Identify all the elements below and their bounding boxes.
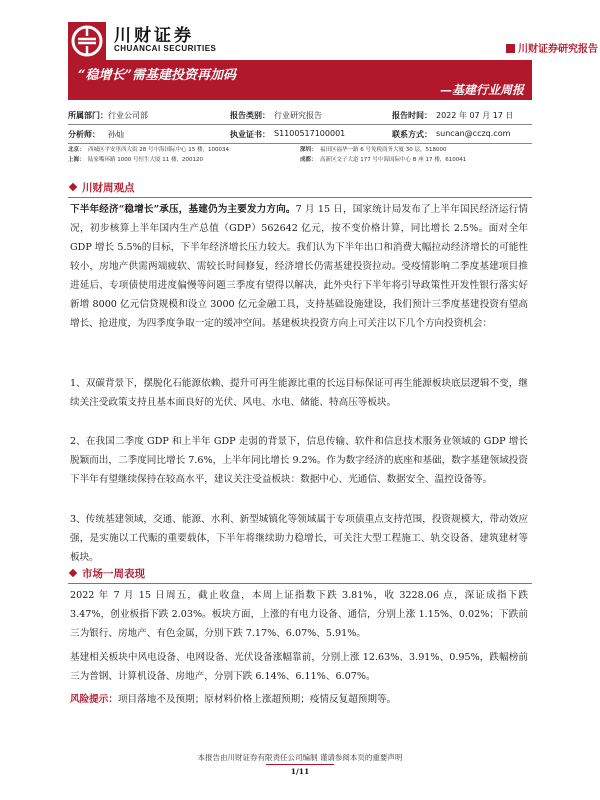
market-paragraph-1: 2022 年 7 月 15 日周五，截止收盘，本周上证指数下跌 3.81%，收 3228.06 点，深证成指下跌 3.47%，创业板指下跌 2.03%。板块方面，上涨的有电力设备、通信，分别上涨 1.15%、0.02%；下跌前三为银行、房地产、有色金属，分别下跌 7.17%、6.07%、5.91%。 bbox=[70, 590, 528, 639]
footer-divider bbox=[266, 764, 334, 765]
report-title: “稳增长”需基建投资再加码 bbox=[78, 68, 236, 83]
section-title-view bbox=[70, 180, 135, 195]
address-city: 上海： bbox=[68, 157, 85, 163]
market-paragraph-2: 基建相关板块中风电设备、电网设备、光伏设备涨幅靠前，分别上涨 12.63%、3.91%、0.95%，跌幅榜前三为普钢、计算机设备、房地产，分别下跌 6.14%、6.11%、6.07%。 bbox=[70, 652, 528, 682]
view-paragraph-1 bbox=[70, 200, 528, 333]
report-info-table bbox=[68, 106, 532, 144]
view-paragraph-4: 3、传统基建领域，交通、能源、水利、新型城镇化等领域属于专项债重点支持范围，投资规模大，带动效应强，是实施以工代赈的重要载体，下半年将继续助力稳增长，可关注大型工程施工、轨交设备、建筑建材等板块。 bbox=[70, 514, 528, 563]
office-addresses bbox=[68, 143, 532, 163]
date-value: 2022 年 07 月 17 日 bbox=[436, 111, 514, 120]
footer-disclaimer: 本报告由川财证券有限责任公司编制 谨请参阅本页的重要声明 bbox=[197, 753, 403, 762]
section-title-market bbox=[70, 566, 145, 581]
brand-name-cn: 川财证券 bbox=[114, 26, 194, 46]
address-text: 高新区交子大道 177 号中海国际中心 B 座 17 楼，610041 bbox=[320, 157, 467, 163]
dept-value: 行业公司部 bbox=[108, 111, 148, 120]
contact-label: 联系方式： bbox=[392, 130, 432, 139]
risk-warning bbox=[70, 690, 528, 709]
address-row bbox=[68, 143, 532, 153]
address-city: 深圳： bbox=[300, 147, 317, 153]
address-text: 福田区福华一路 6 号免税商务大厦 30 层，518000 bbox=[320, 147, 447, 153]
view-paragraph-3: 2、在我国二季度 GDP 和上半年 GDP 走弱的背景下，信息传输、软件和信息技术服务业领域的 GDP 增长脱颖而出，二季度同比增长 7.6%，上半年同比增长 9.2%。作为数字经济的底座和基础，数字基建领域投资下半年有望继续保持在较高水平，建议关注受益板块：数据中心、光通信、数据安全、温控设备等。 bbox=[70, 436, 528, 485]
address-city: 成都： bbox=[300, 157, 317, 163]
title-banner bbox=[68, 60, 532, 100]
chuancai-logo-icon bbox=[68, 22, 106, 60]
view-paragraph-2: 1、双碳背景下，摆脱化石能源依赖、提升可再生能源比重的长远目标保证可再生能源板块底层逻辑不变，继续关注受政策支持且基本面良好的光伏、风电、水电、储能、特高压等板块。 bbox=[70, 378, 528, 408]
section-title-text: 川财周观点 bbox=[82, 182, 135, 194]
date-label: 报告时间： bbox=[392, 111, 432, 120]
analyst-value: 孙灿 bbox=[108, 130, 124, 139]
report-type-tag bbox=[506, 40, 598, 55]
report-subtitle: —基建行业周报 bbox=[439, 83, 524, 97]
cert-label: 执业证书： bbox=[230, 130, 270, 139]
risk-label: 风险提示： bbox=[70, 694, 118, 705]
category-value: 行业研究报告 bbox=[274, 111, 322, 120]
cert-value: S1100517100001 bbox=[274, 129, 346, 138]
brand-name-en: CHUANCAI SECURITIES bbox=[114, 44, 217, 53]
tag-square-icon bbox=[506, 44, 515, 53]
diamond-icon bbox=[69, 569, 77, 577]
address-text: 西城区平安里西大街 28 号中海国际中心 15 楼，100034 bbox=[88, 147, 229, 153]
category-label: 报告类别： bbox=[230, 111, 270, 120]
dept-label: 所属部门： bbox=[68, 111, 108, 120]
section-title-text: 市场一周表现 bbox=[82, 568, 145, 580]
diamond-icon bbox=[69, 183, 77, 191]
info-row-2 bbox=[68, 125, 532, 144]
section-divider bbox=[68, 197, 532, 198]
analyst-label: 分析师： bbox=[68, 130, 100, 139]
report-tag-text: 川财证券研究报告 bbox=[518, 44, 598, 55]
address-text: 陆家嘴环路 1000 号恒生大厦 11 楼，200120 bbox=[88, 157, 203, 163]
section-divider bbox=[68, 583, 532, 584]
contact-email[interactable]: suncan@cczq.com bbox=[436, 129, 511, 138]
address-row bbox=[68, 153, 532, 163]
info-row-1 bbox=[68, 106, 532, 125]
view-lead-sentence: 下半年经济“稳增长”承压，基建仍为主要发力方向。 bbox=[70, 204, 296, 215]
page-number: 1/11 bbox=[290, 767, 310, 776]
risk-text: 项目落地不及预期；原材料价格上涨超预期；疫情反复超预期等。 bbox=[117, 694, 397, 705]
view-body-text: 7 月 15 日，国家统计局发布了上半年国民经济运行情况，初步核算上半年国内生产总值（GDP）562642 亿元，按不变价格计算，同比增长 2.5%。面对全年 GDP 增长 5.5%的目标，下半年经济增长压力较大。我们认为下半年出口和消费大幅拉动经济增长的可能性较小，房地产供需两端疲软、需较长时间修复，经济增长仍需基建投资拉动。受疫情影响二季度基建项目推进延后、专项债使用进度偏慢等问题三季度有望得以解决，此外央行下半年将引导政策性开发性银行落实好新增 8000 亿元信贷规模和设立 3000 亿元金融工具，支持基础设施建设，我们预计三季度基建投资有望高增长、抢进度，为四季度争取一定的缓冲空间。基建板块投资方向上可关注以下几个方向投资机会： bbox=[70, 204, 528, 329]
address-city: 北京： bbox=[68, 147, 85, 153]
